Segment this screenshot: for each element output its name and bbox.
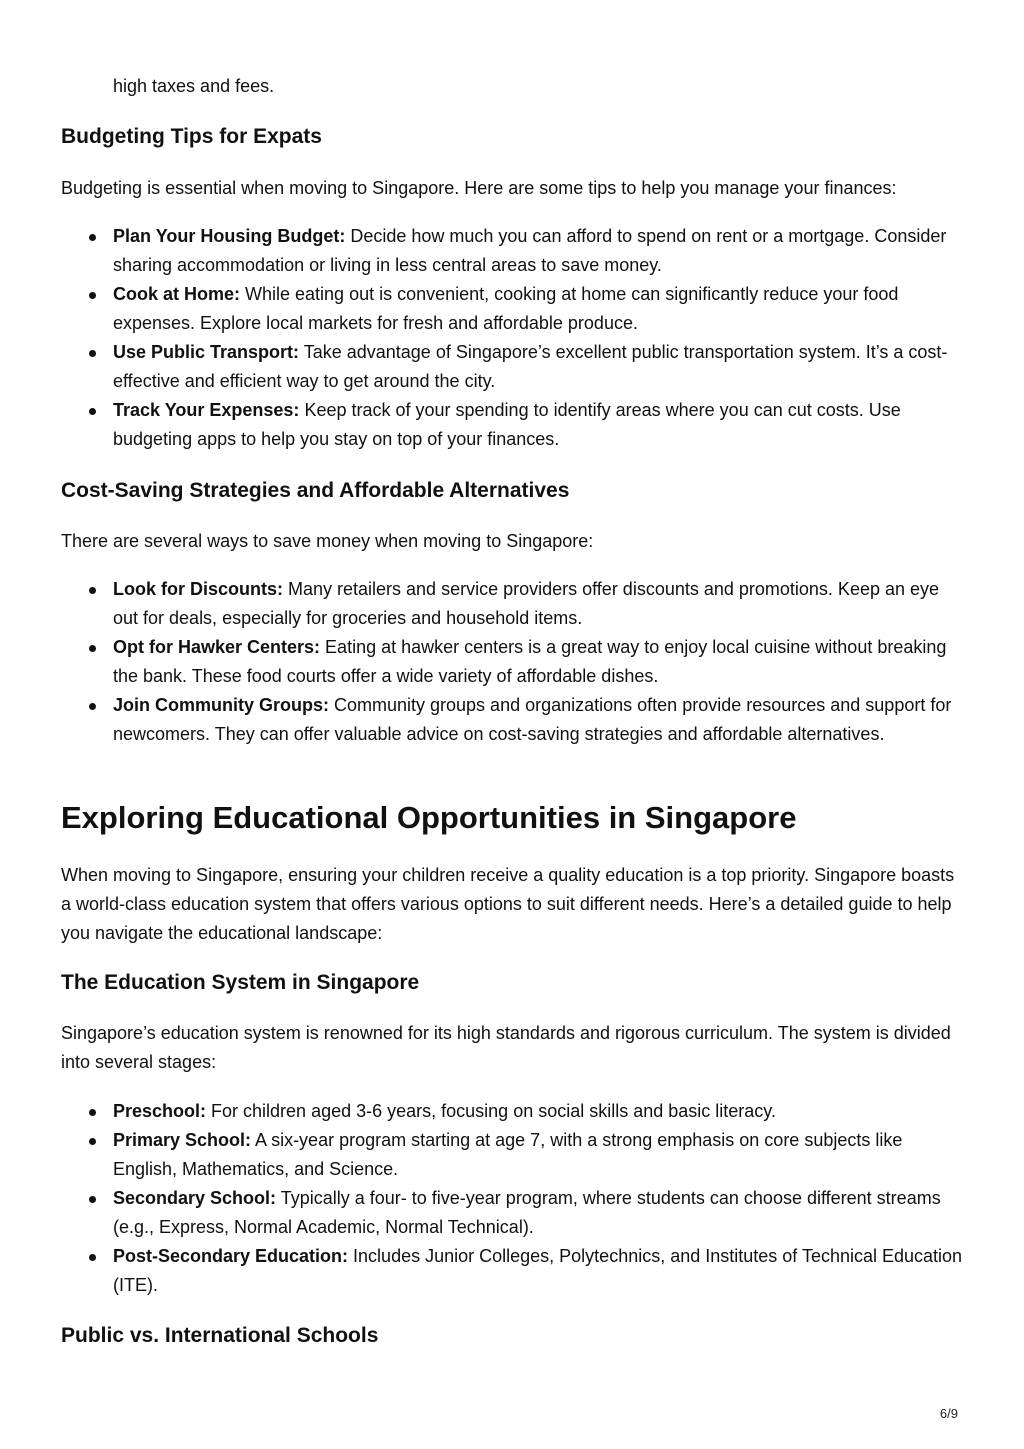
list-item — [113, 338, 966, 396]
list-item — [113, 1184, 966, 1242]
item-label: Track Your Expenses: — [113, 400, 300, 420]
bullet-icon — [89, 350, 96, 357]
item-text: A six-year program starting at age 7, with a strong emphasis on core subjects like English, Mathematics, and Science. — [113, 1130, 903, 1179]
bullet-icon — [89, 1196, 96, 1203]
bullet-icon — [89, 408, 96, 415]
item-text: Typically a four- to five-year program, where students can choose different streams (e.g., Express, Normal Academic, Normal Technical). — [113, 1188, 941, 1237]
education-heading: Exploring Educational Opportunities in Singapore — [61, 800, 797, 835]
cost-saving-intro: There are several ways to save money when moving to Singapore: — [61, 531, 594, 551]
item-label: Look for Discounts: — [113, 579, 283, 599]
item-text: Many retailers and service providers offer discounts and promotions. Keep an eye out for deals, especially for groceries and household items. — [113, 579, 940, 628]
bullet-icon — [89, 703, 96, 710]
budgeting-intro: Budgeting is essential when moving to Singapore. Here are some tips to help you manage your finances: — [61, 178, 897, 198]
item-text: Includes Junior Colleges, Polytechnics, and Institutes of Technical Education (ITE). — [113, 1246, 963, 1295]
list-item — [113, 633, 966, 691]
bullet-icon — [89, 1138, 96, 1145]
item-label: Plan Your Housing Budget: — [113, 226, 346, 246]
education-stages-list — [61, 1097, 966, 1300]
list-item — [113, 1097, 966, 1126]
bullet-icon — [89, 292, 96, 299]
list-item — [113, 222, 966, 280]
bullet-icon — [89, 587, 96, 594]
item-label: Cook at Home: — [113, 284, 241, 304]
budgeting-heading: Budgeting Tips for Expats — [61, 125, 322, 148]
cost-saving-heading: Cost-Saving Strategies and Affordable Alternatives — [61, 479, 570, 502]
list-item — [113, 575, 966, 633]
item-label: Primary School: — [113, 1130, 252, 1150]
education-system-intro: Singapore’s education system is renowned for its high standards and rigorous curriculum. The system is divided into several stages: — [61, 1023, 951, 1072]
item-label: Opt for Hawker Centers: — [113, 637, 321, 657]
item-label: Use Public Transport: — [113, 342, 300, 362]
list-item — [113, 1242, 966, 1300]
item-text: Eating at hawker centers is a great way to enjoy local cuisine without breaking the bank. These food courts offer a wide variety of affordable dishes. — [113, 637, 947, 686]
bullet-icon — [89, 1109, 96, 1116]
cost-saving-list — [61, 575, 966, 749]
item-label: Preschool: — [113, 1101, 207, 1121]
item-text: While eating out is convenient, cooking at home can significantly reduce your food expenses. Explore local markets for fresh and affordable produce. — [113, 284, 899, 333]
item-text: Keep track of your spending to identify areas where you can cut costs. Use budgeting apps to help you stay on top of your finances. — [113, 400, 901, 449]
list-item — [113, 691, 966, 749]
list-item — [113, 396, 966, 454]
item-text: Take advantage of Singapore’s excellent public transportation system. It’s a cost-effective and efficient way to get around the city. — [113, 342, 948, 391]
budgeting-list — [61, 222, 966, 454]
bullet-icon — [89, 1254, 96, 1261]
item-label: Post-Secondary Education: — [113, 1246, 349, 1266]
bullet-icon — [89, 234, 96, 241]
item-text: Decide how much you can afford to spend on rent or a mortgage. Consider sharing accommodation or living in less central areas to save money. — [113, 226, 947, 275]
list-item — [113, 1126, 966, 1184]
carry-over-text: high taxes and fees. — [113, 76, 275, 96]
bullet-icon — [89, 645, 96, 652]
education-intro: When moving to Singapore, ensuring your children receive a quality education is a top priority. Singapore boasts a world-class education system that offers various options to suit different needs. Here’s a detailed guide to help you navigate the educational landscape: — [61, 865, 955, 943]
page-number: 6/9 — [939, 1406, 958, 1421]
schools-heading: Public vs. International Schools — [61, 1324, 379, 1347]
item-text: Community groups and organizations often provide resources and support for newcomers. They can offer valuable advice on cost-saving strategies and affordable alternatives. — [113, 695, 952, 744]
item-text: For children aged 3-6 years, focusing on social skills and basic literacy. — [206, 1101, 776, 1121]
education-system-heading: The Education System in Singapore — [61, 971, 420, 994]
item-label: Secondary School: — [113, 1188, 277, 1208]
item-label: Join Community Groups: — [113, 695, 329, 715]
list-item — [113, 280, 966, 338]
